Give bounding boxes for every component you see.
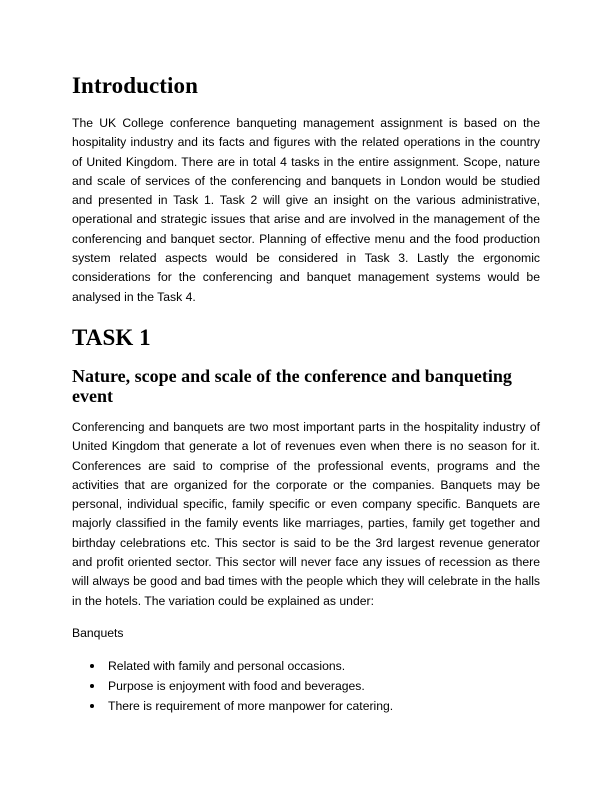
bullet-text: There is requirement of more manpower for catering. [108, 699, 394, 713]
bullet-text: Purpose is enjoyment with food and beverages. [108, 679, 365, 693]
introduction-heading: Introduction [72, 73, 199, 98]
task1-paragraph: Conferencing and banquets are two most important parts in the hospitality industry of United Kingdom that generate a lot of revenues even when there is no season for it. Conferences are said to comprise of the professional events, programs and the activities that are organized for the corporate or the companies. Banquets may be personal, individual specific, family specific or even company specific. Banquets are majorly classified in the family events like marriages, parties, family get together and birthday celebrations etc. This sector is said to be the 3rd largest revenue generator and profit oriented sector. This sector will never face any issues of recession as there will always be good and bad times with the people which they will celebrate in the halls in the hotels. The variation could be explained as under: [72, 420, 540, 608]
banquets-label: Banquets [72, 626, 124, 640]
bullet-icon [90, 704, 94, 708]
bullet-item [72, 676, 540, 696]
bullet-item [72, 656, 540, 676]
introduction-paragraph: The UK College conference banqueting management assignment is based on the hospitality industry and its facts and figures with the related operations in the country of United Kingdom. There are in total 4 tasks in the entire assignment. Scope, nature and scale of services of the conferencing and banquets in London would be studied and presented in Task 1. Task 2 will give an insight on the various administrative, operational and strategic issues that arise and are involved in the management of the conferencing and banquet sector. Planning of effective menu and the food production system related aspects would be considered in Task 3. Lastly the ergonomic considerations for the conferencing and banquet management systems would be analysed in the Task 4. [72, 116, 540, 304]
task1-heading: TASK 1 [72, 325, 151, 350]
bullet-icon [90, 684, 94, 688]
task1-subheading: Nature, scope and scale of the conference and banqueting event [72, 366, 512, 406]
banquets-bullet-list [72, 656, 540, 716]
bullet-item [72, 696, 540, 716]
bullet-icon [90, 664, 94, 668]
bullet-text: Related with family and personal occasions. [108, 659, 346, 673]
